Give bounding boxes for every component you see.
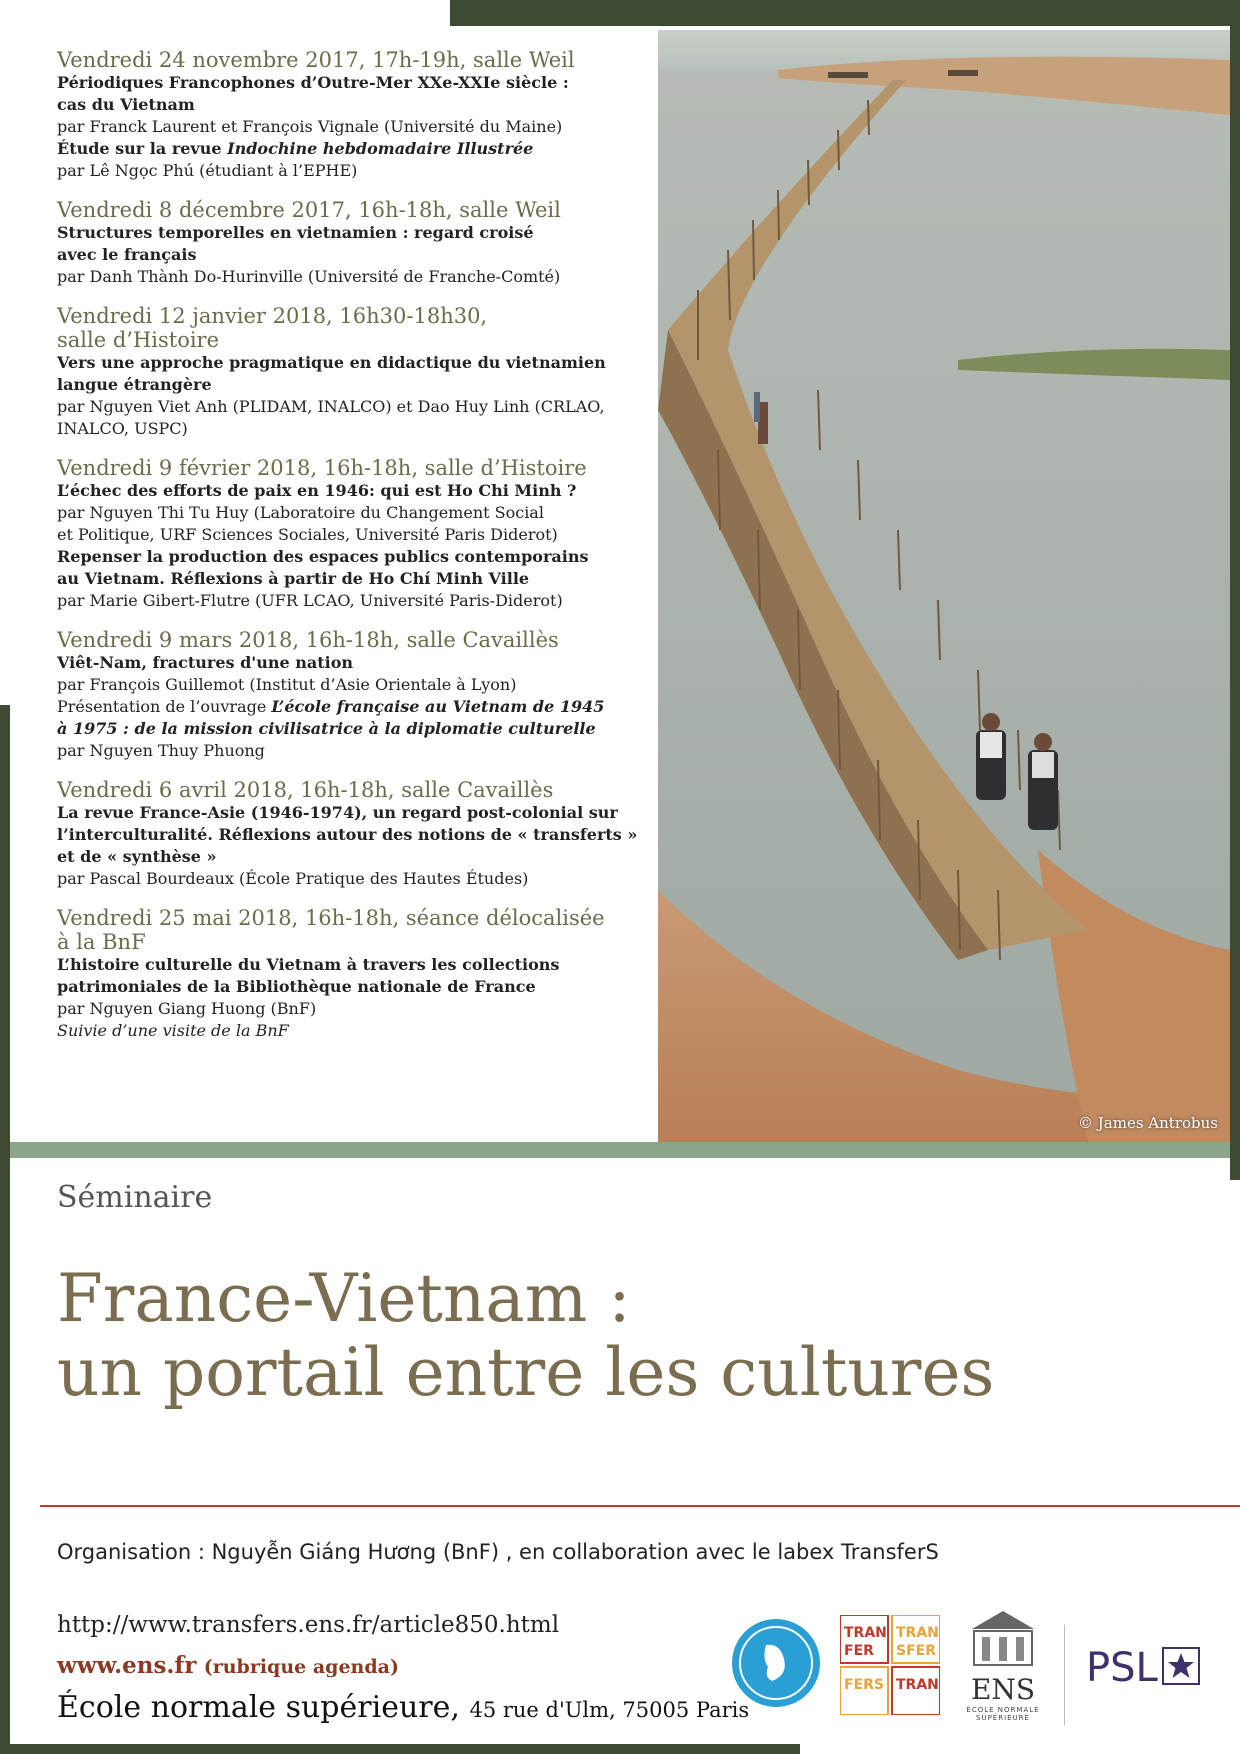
event-room: à la BnF xyxy=(57,930,146,954)
event-title: langue étrangère xyxy=(57,375,212,394)
event-3 xyxy=(57,304,647,440)
bottom-frame-bar xyxy=(0,1744,800,1754)
event-2 xyxy=(57,198,647,288)
ens-logo xyxy=(962,1605,1044,1725)
psl-wordmark: PSL xyxy=(1086,1645,1158,1691)
event-5 xyxy=(57,628,647,762)
event-title: Vers une approche pragmatique en didactique du vietnamien xyxy=(57,353,606,372)
svg-text:FER: FER xyxy=(844,1643,874,1659)
photo-credit: © James Antrobus xyxy=(1078,1114,1218,1132)
event-date: Vendredi 6 avril 2018, 16h-18h, salle Cavaillès xyxy=(57,778,554,802)
event-book: Présentation de l’ouvrage L’école française au Vietnam de 1945 xyxy=(57,697,605,716)
event-speaker: par Marie Gibert-Flutre (UFR LCAO, Université Paris-Diderot) xyxy=(57,591,563,610)
event-speaker: par François Guillemot (Institut d’Asie Orientale à Lyon) xyxy=(57,675,517,694)
event-4 xyxy=(57,456,647,612)
svg-text:TRAN: TRAN xyxy=(896,1677,939,1693)
event-date: Vendredi 9 mars 2018, 16h-18h, salle Cavaillès xyxy=(57,628,559,652)
title-line-1: France-Vietnam : xyxy=(57,1260,631,1337)
event-speaker: INALCO, USPC) xyxy=(57,419,188,438)
event-title: au Vietnam. Réflexions à partir de Ho Chí Minh Ville xyxy=(57,569,530,588)
event-date: Vendredi 25 mai 2018, 16h-18h, séance délocalisée xyxy=(57,906,605,930)
event-speaker: par Lê Ngọc Phú (étudiant à l’EPHE) xyxy=(57,161,358,180)
seminar-program xyxy=(57,48,647,1058)
organisation-line: Organisation : Nguyễn Giáng Hương (BnF) , en collaboration avec le labex TransferS xyxy=(57,1540,939,1564)
event-title: Périodiques Francophones d’Outre-Mer XXe-XXIe siècle : xyxy=(57,73,569,92)
investissements-avenir-logo xyxy=(728,1615,824,1711)
event-1 xyxy=(57,48,647,182)
event-book: à 1975 : de la mission civilisatrice à la diplomatie culturelle xyxy=(57,719,596,738)
top-frame-bar xyxy=(450,0,1240,26)
bamboo-bridge-photo xyxy=(658,30,1230,1142)
ens-subtitle: ÉCOLE NORMALE SUPÉRIEURE xyxy=(966,1706,1040,1722)
event-title: L’histoire culturelle du Vietnam à travers les collections xyxy=(57,955,560,974)
event-date: Vendredi 9 février 2018, 16h-18h, salle d’Histoire xyxy=(57,456,587,480)
event-speaker: par Danh Thành Do-Hurinville (Université de Franche-Comté) xyxy=(57,267,561,286)
event-speaker: par Pascal Bourdeaux (École Pratique des Hautes Études) xyxy=(57,869,529,888)
event-date: Vendredi 8 décembre 2017, 16h-18h, salle Weil xyxy=(57,198,561,222)
event-speaker: par Nguyen Giang Huong (BnF) xyxy=(57,999,317,1018)
ens-link[interactable]: www.ens.fr (rubrique agenda) xyxy=(57,1652,399,1679)
red-rule xyxy=(40,1505,1240,1507)
star-icon xyxy=(1162,1647,1200,1685)
event-date: Vendredi 12 janvier 2018, 16h30-18h30, xyxy=(57,304,488,328)
left-frame-bar xyxy=(0,705,10,1754)
event-speaker: par Franck Laurent et François Vignale (Université du Maine) xyxy=(57,117,563,136)
event-title: patrimoniales de la Bibliothèque nationale de France xyxy=(57,977,536,996)
event-title: Repenser la production des espaces publics contemporains xyxy=(57,547,589,566)
transfers-logo xyxy=(840,1615,940,1715)
event-room: salle d’Histoire xyxy=(57,328,220,352)
svg-text:SFER: SFER xyxy=(896,1643,936,1659)
ens-wordmark: ENS xyxy=(970,1673,1036,1706)
logo-divider xyxy=(1064,1625,1065,1725)
green-divider-band xyxy=(10,1142,1230,1158)
event-title: avec le français xyxy=(57,245,197,264)
school-line: École normale supérieure, 45 rue d'Ulm, 75005 Paris xyxy=(57,1690,750,1725)
title-line-2: un portail entre les cultures xyxy=(57,1334,995,1411)
event-speaker: par Nguyen Viet Anh (PLIDAM, INALCO) et Dao Huy Linh (CRLAO, xyxy=(57,397,605,416)
svg-text:FERS: FERS xyxy=(844,1677,884,1693)
event-note: Suivie d’une visite de la BnF xyxy=(57,1021,289,1040)
poster-title xyxy=(57,1262,994,1410)
psl-logo xyxy=(1086,1645,1200,1691)
event-title: l’interculturalité. Réflexions autour des notions de « transferts » xyxy=(57,825,638,844)
seminar-label: Séminaire xyxy=(57,1180,213,1215)
event-title: La revue France-Asie (1946-1974), un regard post-colonial sur xyxy=(57,803,618,822)
event-title: et de « synthèse » xyxy=(57,847,217,866)
event-title: Viêt-Nam, fractures d'une nation xyxy=(57,653,353,672)
right-frame-bar xyxy=(1230,0,1240,1180)
svg-text:TRAN: TRAN xyxy=(896,1625,939,1641)
event-title: Étude sur la revue Indochine hebdomadaire Illustrée xyxy=(57,139,534,158)
event-title: Structures temporelles en vietnamien : regard croisé xyxy=(57,223,534,242)
event-title: cas du Vietnam xyxy=(57,95,195,114)
svg-text:TRAN: TRAN xyxy=(844,1625,887,1641)
event-date: Vendredi 24 novembre 2017, 17h-19h, salle Weil xyxy=(57,48,575,72)
event-7 xyxy=(57,906,647,1042)
event-title: L’échec des efforts de paix en 1946: qui est Ho Chi Minh ? xyxy=(57,481,577,500)
event-speaker: par Nguyen Thuy Phuong xyxy=(57,741,265,760)
event-speaker: et Politique, URF Sciences Sociales, Université Paris Diderot) xyxy=(57,525,558,544)
article-link[interactable]: http://www.transfers.ens.fr/article850.html xyxy=(57,1612,560,1638)
event-speaker: par Nguyen Thi Tu Huy (Laboratoire du Changement Social xyxy=(57,503,544,522)
event-6 xyxy=(57,778,647,890)
